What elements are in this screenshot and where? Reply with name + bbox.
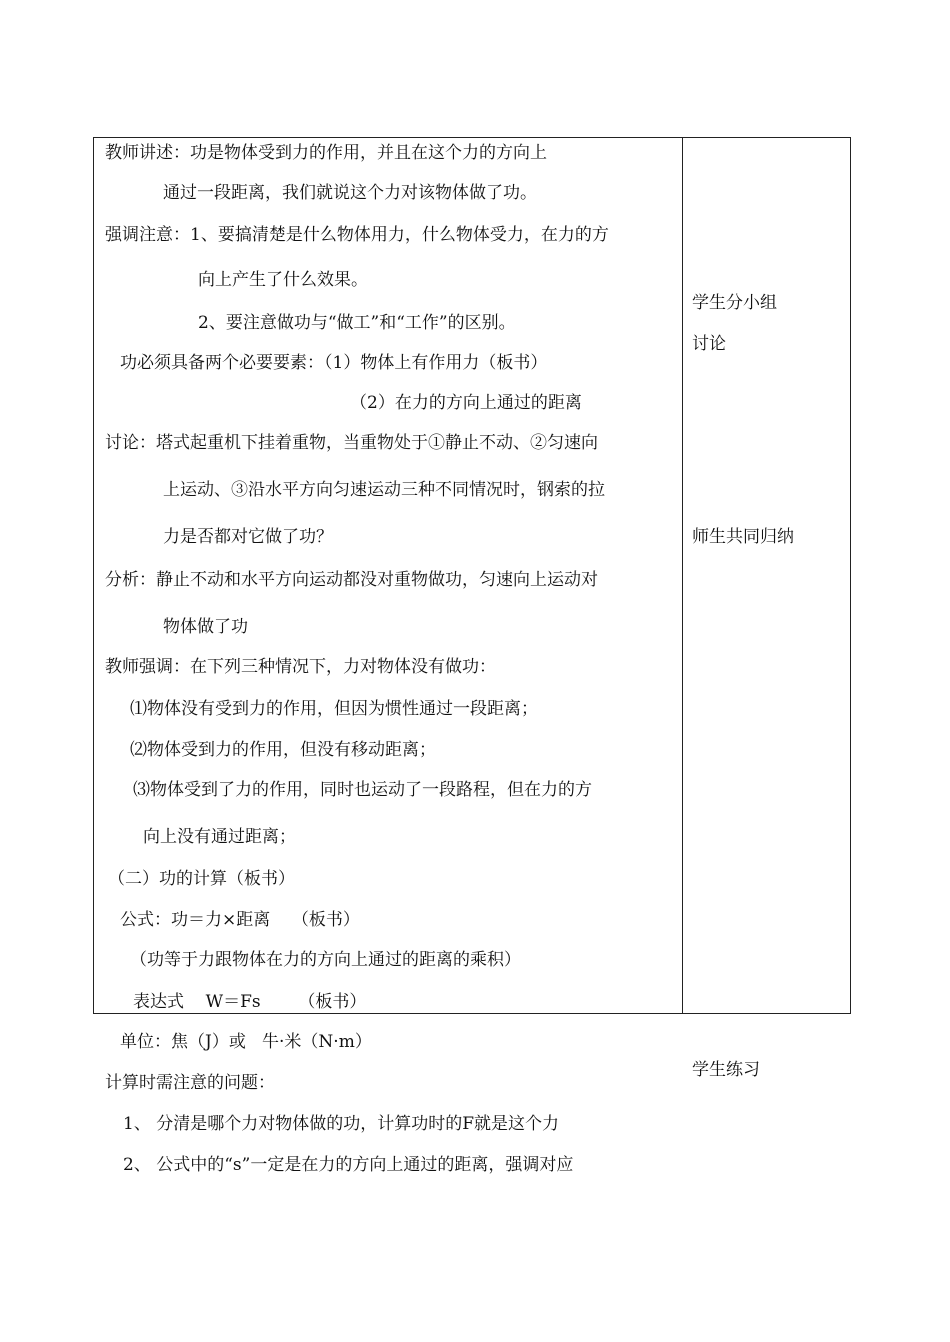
text-line: 公式：功＝力×距离 （板书） bbox=[120, 910, 360, 930]
text-line: （二）功的计算（板书） bbox=[108, 869, 295, 889]
text-line: 通过一段距离，我们就说这个力对该物体做了功。 bbox=[163, 183, 537, 203]
text-line: 教师强调：在下列三种情况下，力对物体没有做功： bbox=[105, 657, 496, 677]
text-line: 教师讲述：功是物体受到力的作用，并且在这个力的方向上 bbox=[105, 143, 547, 163]
text-line: 物体做了功 bbox=[163, 617, 248, 637]
text-line: 功必须具备两个必要要素：（1）物体上有作用力（板书） bbox=[120, 353, 548, 373]
text-line: ⑴物体没有受到力的作用，但因为惯性通过一段距离； bbox=[130, 699, 538, 719]
text-line: 分析：静止不动和水平方向运动都没对重物做功，匀速向上运动对 bbox=[105, 570, 598, 590]
text-line: 力是否都对它做了功？ bbox=[163, 527, 333, 547]
side-note: 讨论 bbox=[692, 334, 726, 354]
text-line: 向上产生了什么效果。 bbox=[198, 270, 368, 290]
text-line: 计算时需注意的问题： bbox=[105, 1073, 275, 1093]
text-line: 2、要注意做功与“做工”和“工作”的区别。 bbox=[198, 313, 516, 333]
text-line: ⑶物体受到了力的作用，同时也运动了一段路程，但在力的方 bbox=[133, 780, 592, 800]
side-note: 学生练习 bbox=[692, 1060, 760, 1080]
text-line: 表达式 W＝Fs （板书） bbox=[133, 992, 367, 1012]
text-line: 强调注意：1、要搞清楚是什么物体用力，什么物体受力，在力的方 bbox=[105, 225, 609, 245]
side-note: 师生共同归纳 bbox=[692, 527, 794, 547]
text-line: 1、 分清是哪个力对物体做的功，计算功时的F就是这个力 bbox=[123, 1114, 560, 1134]
text-line: 单位：焦（J）或 牛·米（N·m） bbox=[120, 1032, 372, 1052]
side-note: 学生分小组 bbox=[692, 293, 777, 313]
text-line: 上运动、③沿水平方向匀速运动三种不同情况时，钢索的拉 bbox=[163, 480, 605, 500]
text-line: 2、 公式中的“s”一定是在力的方向上通过的距离，强调对应 bbox=[123, 1155, 574, 1175]
text-line: 讨论：塔式起重机下挂着重物，当重物处于①静止不动、②匀速向 bbox=[105, 433, 598, 453]
text-line: 向上没有通过距离； bbox=[143, 827, 296, 847]
column-divider bbox=[682, 138, 683, 1013]
text-line: （功等于力跟物体在力的方向上通过的距离的乘积） bbox=[130, 950, 521, 970]
text-line: （2）在力的方向上通过的距离 bbox=[350, 393, 582, 413]
text-line: ⑵物体受到力的作用，但没有移动距离； bbox=[130, 740, 436, 760]
